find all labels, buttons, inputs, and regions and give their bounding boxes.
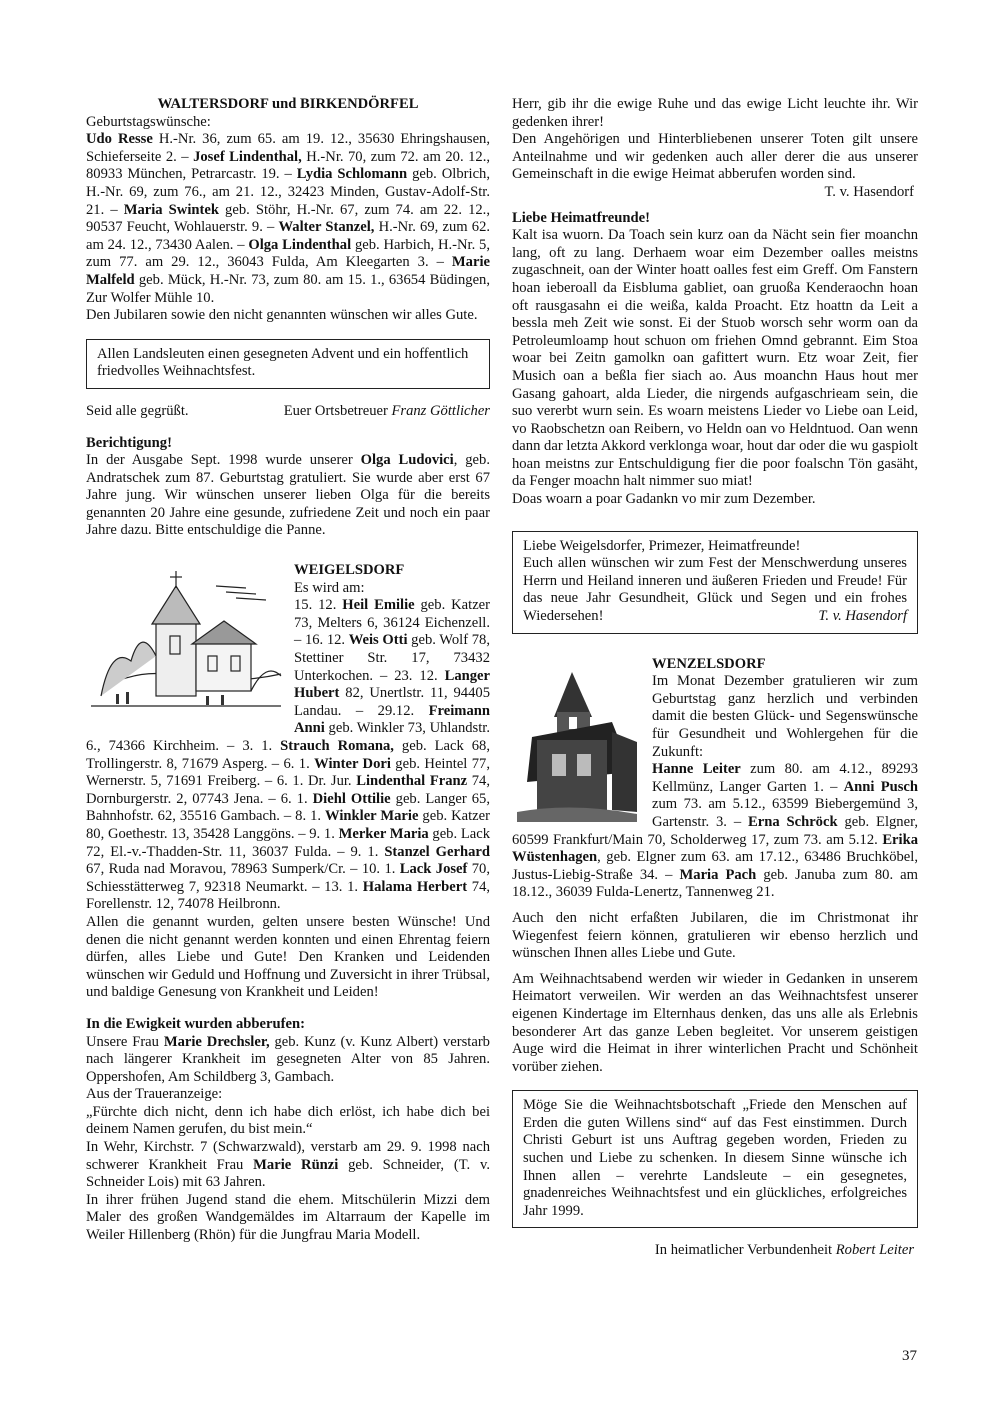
weigelsdorf-lead: Es wird am: [294, 579, 365, 596]
waltersdorf-birthday-list: Udo Resse H.-Nr. 36, zum 65. am 19. 12., 35630 Ehringshausen, Schieferseite 2. – Josef Lindenthal, H.-Nr. 70, zum 72. am 20. 12., 80933 München, Petrarcastr. 19. – Lydia Schlomann geb. Olbrich, H.-Nr. 69, zum 76., am 21. 12., 32423 Minden, Gustav-Adolf-Str. 21. – Maria Swintek geb. Stöhr, H.-Nr. 67, zum 74. am 22. 12., 90537 Feucht, Wohlauerstr. 9. – Walter Stanzel, H.-Nr. 69, zum 62. am 24. 12., 73430 Aalen. – Olga Lindenthal geb. Harbich, H.-Nr. 5, zum 77. am 29. 12., 36043 Fulda, Am Kleegarten 3. – Marie Malfeld geb. Mück, H.-Nr. 73, zum 80. am 15. 1., 63654 Büdingen, Zur Wolfer Mühle 10. [86, 131, 491, 306]
box-signature: T. v. Hasendorf [818, 608, 907, 625]
waltersdorf-signature: Seid alle gegrüßt. Euer Ortsbetreuer Franz Göttlicher [86, 402, 490, 419]
page-number: 37 [902, 1348, 917, 1364]
advent-box: Allen Landsleuten einen gesegneten Advent und ein hoffentlich friedvolles Weihnachtsfest. [86, 339, 490, 389]
wenzelsdorf-intro: Im Monat Dezember gratulieren wir zum Geburtstag ganz herzlich und verbinden damit die besten Glück- und Segenswünsche für Gesundheit und Wohlergehen für die Zukunft: [652, 673, 918, 760]
section-title-wenzelsdorf: WENZELSDORF [652, 655, 766, 672]
berichtigung-text: In der Ausgabe Sept. 1998 wurde unserer Olga Ludovici, geb. Andratschek zum 87. Geburtstag gratuliert. Sie wurde aber erst 67 Jahre jung. Wir wünschen unserer lieben Olga für die bereits genannten 20 Jahre eine gesunde, zufriedene Zeit und noch ein paar Jahre dazu. Bitte entschuldige die Panne. [86, 452, 490, 539]
birthday-intro: Geburtstagswünsche: [86, 113, 211, 130]
section-title-weigelsdorf: WEIGELSDORF [294, 562, 405, 579]
obituary-ruenzi: In Wehr, Kirchstr. 7 (Schwarzwald), verstarb am 29. 9. 1998 nach schwerer Krankheit Frau Marie Rünzi geb. Schneider, (T. v. Schneider Lois) mit 63 Jahren. [86, 1139, 490, 1191]
heimatfreunde-heading: Liebe Heimatfreunde! [512, 209, 650, 226]
berichtigung-heading: Berichtigung! [86, 434, 172, 451]
waltersdorf-closing: Den Jubilaren sowie den nicht genannten wünschen wir alles Gute. [86, 307, 478, 324]
right-column [512, 96, 918, 1260]
chapel-photo [512, 662, 642, 828]
obituary-drechsler: Unsere Frau Marie Drechsler, geb. Kunz (v. Kunz Albert) verstarb nach längerer Krankheit im gesegneten Alter von 85 Jahren. Oppershofen, Am Schildberg 3, Gambach. [86, 1033, 490, 1085]
traueranzeige-quote: „Fürchte dich nicht, denn ich habe dich erlöst, ich habe dich bei deinem Namen gerufen, du bist mein.“ [86, 1103, 490, 1138]
weigelsdorf-wishes: Allen die genannt wurden, gelten unsere besten Wünsche! Und denen die nicht genannt werden konnten und einen Ehrentag feiern dürfen, alles Liebe und Gute! Den Kranken und Leidenden wünschen wir Geduld und Hoffnung und Zuversicht in ihrer Trübsal, und baldige Genesung von Krankheit und Leiden! [86, 913, 490, 1001]
traueranzeige-label: Aus der Traueranzeige: [86, 1086, 223, 1103]
wenzelsdorf-wishes: Auch den nicht erfaßten Jubilaren, die im Christmonat ihr Wiegenfest feiern können, gratulieren wir ebenso herzlich und wünschen Ihnen alles Liebe und Gute. [512, 909, 918, 962]
signature-leiter: In heimatlicher Verbundenheit Robert Leiter [654, 1242, 914, 1259]
ewigkeit-heading: In die Ewigkeit wurden abberufen: [86, 1015, 305, 1032]
wenzelsdorf-section [512, 656, 918, 902]
condolence-text: Den Angehörigen und Hinterbliebenen unserer Toten gilt unsere Anteilnahme und wir gedenken auch aller derer die aus unserer Gemeinschaft in die ewige Heimat abberufen worden sind. [512, 131, 918, 183]
prayer-text: Herr, gib ihr die ewige Ruhe und das ewige Licht leuchte ihr. Wir gedenken ihrer! [512, 96, 918, 130]
wenzelsdorf-birthday-list: Hanne Leiter zum 80. am 4.12., 89293 Kellmünz, Langer Garten 1. – Anni Pusch zum 73. am 5.12., 63599 Biebergemünd 3, Gartenstr. 3. – Erna Schröck geb. Elgner, 60599 Frankfurt/Main 70, Scholderweg 17, zum 73. am 5.12. Erika Wüstenhagen, geb. Elgner zum 63. am 17.12., 63486 Bruchköbel, Justus-Liebig-Straße 34. – Maria Pach geb. Januba zum 80. am 18.12., 36039 Fulda-Lenertz, Tannenweg 21. [512, 761, 919, 901]
obituary-note: In ihrer frühen Jugend stand die ehem. Mitschülerin Mizzi dem Maler des großen Wandgemäldes im Altarraum der Kapelle im Weiler Hillenberg (Rhön) für die Jungfrau Maria Modell. [86, 1191, 490, 1244]
wenzelsdorf-christmas: Am Weihnachtsabend werden wir wieder in Gedanken in unserem Heimatort verweilen. Wir werden an das Weihnachtsfest unserer eigenen Kindertage im Elternhaus denken, das uns alle als Erlebnis besonderer Art das ganze Leben begleitet. Vor unserem geistigen Auge wird die Heimat in ihrer winterlichen Pracht und Schönheit vorüber ziehen. [512, 970, 918, 1075]
section-title-waltersdorf: WALTERSDORF und BIRKENDÖRFEL [157, 96, 419, 112]
church-illustration [86, 566, 286, 720]
dialect-closing: Doas woarn a poar Gadankn vo mir zum Dezember. [512, 491, 816, 508]
dialect-text: Kalt isa wuorn. Da Toach sein kurz oan da Nächt sein fier moanchn lang, oft zu lang. Derhaem woar eim Dezember oalles meistns zugaschneit, oan der Winter hoatt oalles fest eim Greff. Om Fanstern hoan ieberoall da Eisbluma gabliet, oan gruoßa Kenderaochn hoan oft rausgasahn ei die weißa, kalda Proacht. Etz hoattn da Leit a bessla meh Zeit wie sonst. Ei der Stuob worsch sehr worm oan da Petroleumloamp hout schuon om friehen Omnd gebrannt. Eim Stoa woar bei Zeitn gamolkn oan gafittert wurn. Etz woar Zeit, fier Musich oan a beßla fier siach ao. Aus moanchn Haus hout mer Gasang gahoart, alda Lieder, die nirgends aufgaschrieam sein, die suo vererbt wurn sein. Es woarn meistens Lieder vo Liebe oan Leid, vo Raobschetzn oan Reibern, vo Heldn oan vo Heldntuod. Oan wenn dann dar letzta Akkord verklonga woar, hout dar oder die wu gaspiolt hoan meistns zur Entschuldigung fier die poor foalschn Tön gasäht, da Fenger moachn halt nimmer suo miat! [512, 227, 918, 490]
signature-hasendorf: T. v. Hasendorf [824, 183, 914, 200]
weigelsdorf-section [86, 562, 490, 1002]
weigelsdorf-birthday-list: 15. 12. Heil Emilie geb. Katzer 73, Melters 6, 36124 Eichenzell. – 16. 12. Weis Otti geb. Wolf 78, Stettiner Str. 17, 73432 Unterkochen. – 23. 12. Langer Hubert 82, Unertlstr. 11, 94405 Landau. – 29.12. Freimann Anni geb. Winkler 73, Uhlandstr. 6., 74366 Kirchheim. – 3. 1. Strauch Romana, geb. Lack 68, Trollingerstr. 8, 71679 Asperg. – 6. 1. Winter Dori geb. Heintel 77, Wernerstr. 5, 71691 Freiberg. – 6. 1. Dr. Jur. Lindenthal Franz 74, Dornburgerstr. 2, 07743 Jena. – 6. 1. Diehl Ottilie geb. Langer 65, Bahnhofstr. 62, 35516 Gambach. – 8. 1. Winkler Marie geb. Katzer 80, Goethestr. 13, 35428 Langgöns. – 9. 1. Merker Maria geb. Lack 72, El.-v.-Thadden-Str. 11, 36037 Fulda. – 9. 1. Stanzel Gerhard 67, Ruda nad Moravou, 78963 Sumperk/Cr. – 10. 1. Lack Josef 70, Schiesstätterweg 7, 92318 Neumarkt. – 13. 1. Halama Herbert 74, Forellenstr. 12, 74078 Heilbronn. [86, 597, 491, 913]
weigelsdorf-greeting-box: Liebe Weigelsdorfer, Primezer, Heimatfreunde! Euch allen wünschen wir zum Fest der Menschwerdung unseres Herrn und Heiland inneren und äußeren Frieden und Freude! Für das neue Jahr Gesundheit, Glück und Segen und ein frohes Wiedersehen! T. v. Hasendorf [512, 531, 918, 634]
left-column [86, 96, 490, 1245]
christmas-message-box: Möge Sie die Weihnachtsbotschaft „Friede den Menschen auf Erden die guten Willens sind“ auf das Fest einstimmen. Durch Christi Geburt ist uns Auftrag gegeben worden, Frieden zu suchen und Liebe zu schenken. In diesem Sinne wünsche ich Ihnen allen – verehrte Landsleute – ein gesegnetes, gnadenreiches Weihnachtsfest und ein glückliches, erfolgreiches Jahr 1999. [512, 1090, 918, 1228]
